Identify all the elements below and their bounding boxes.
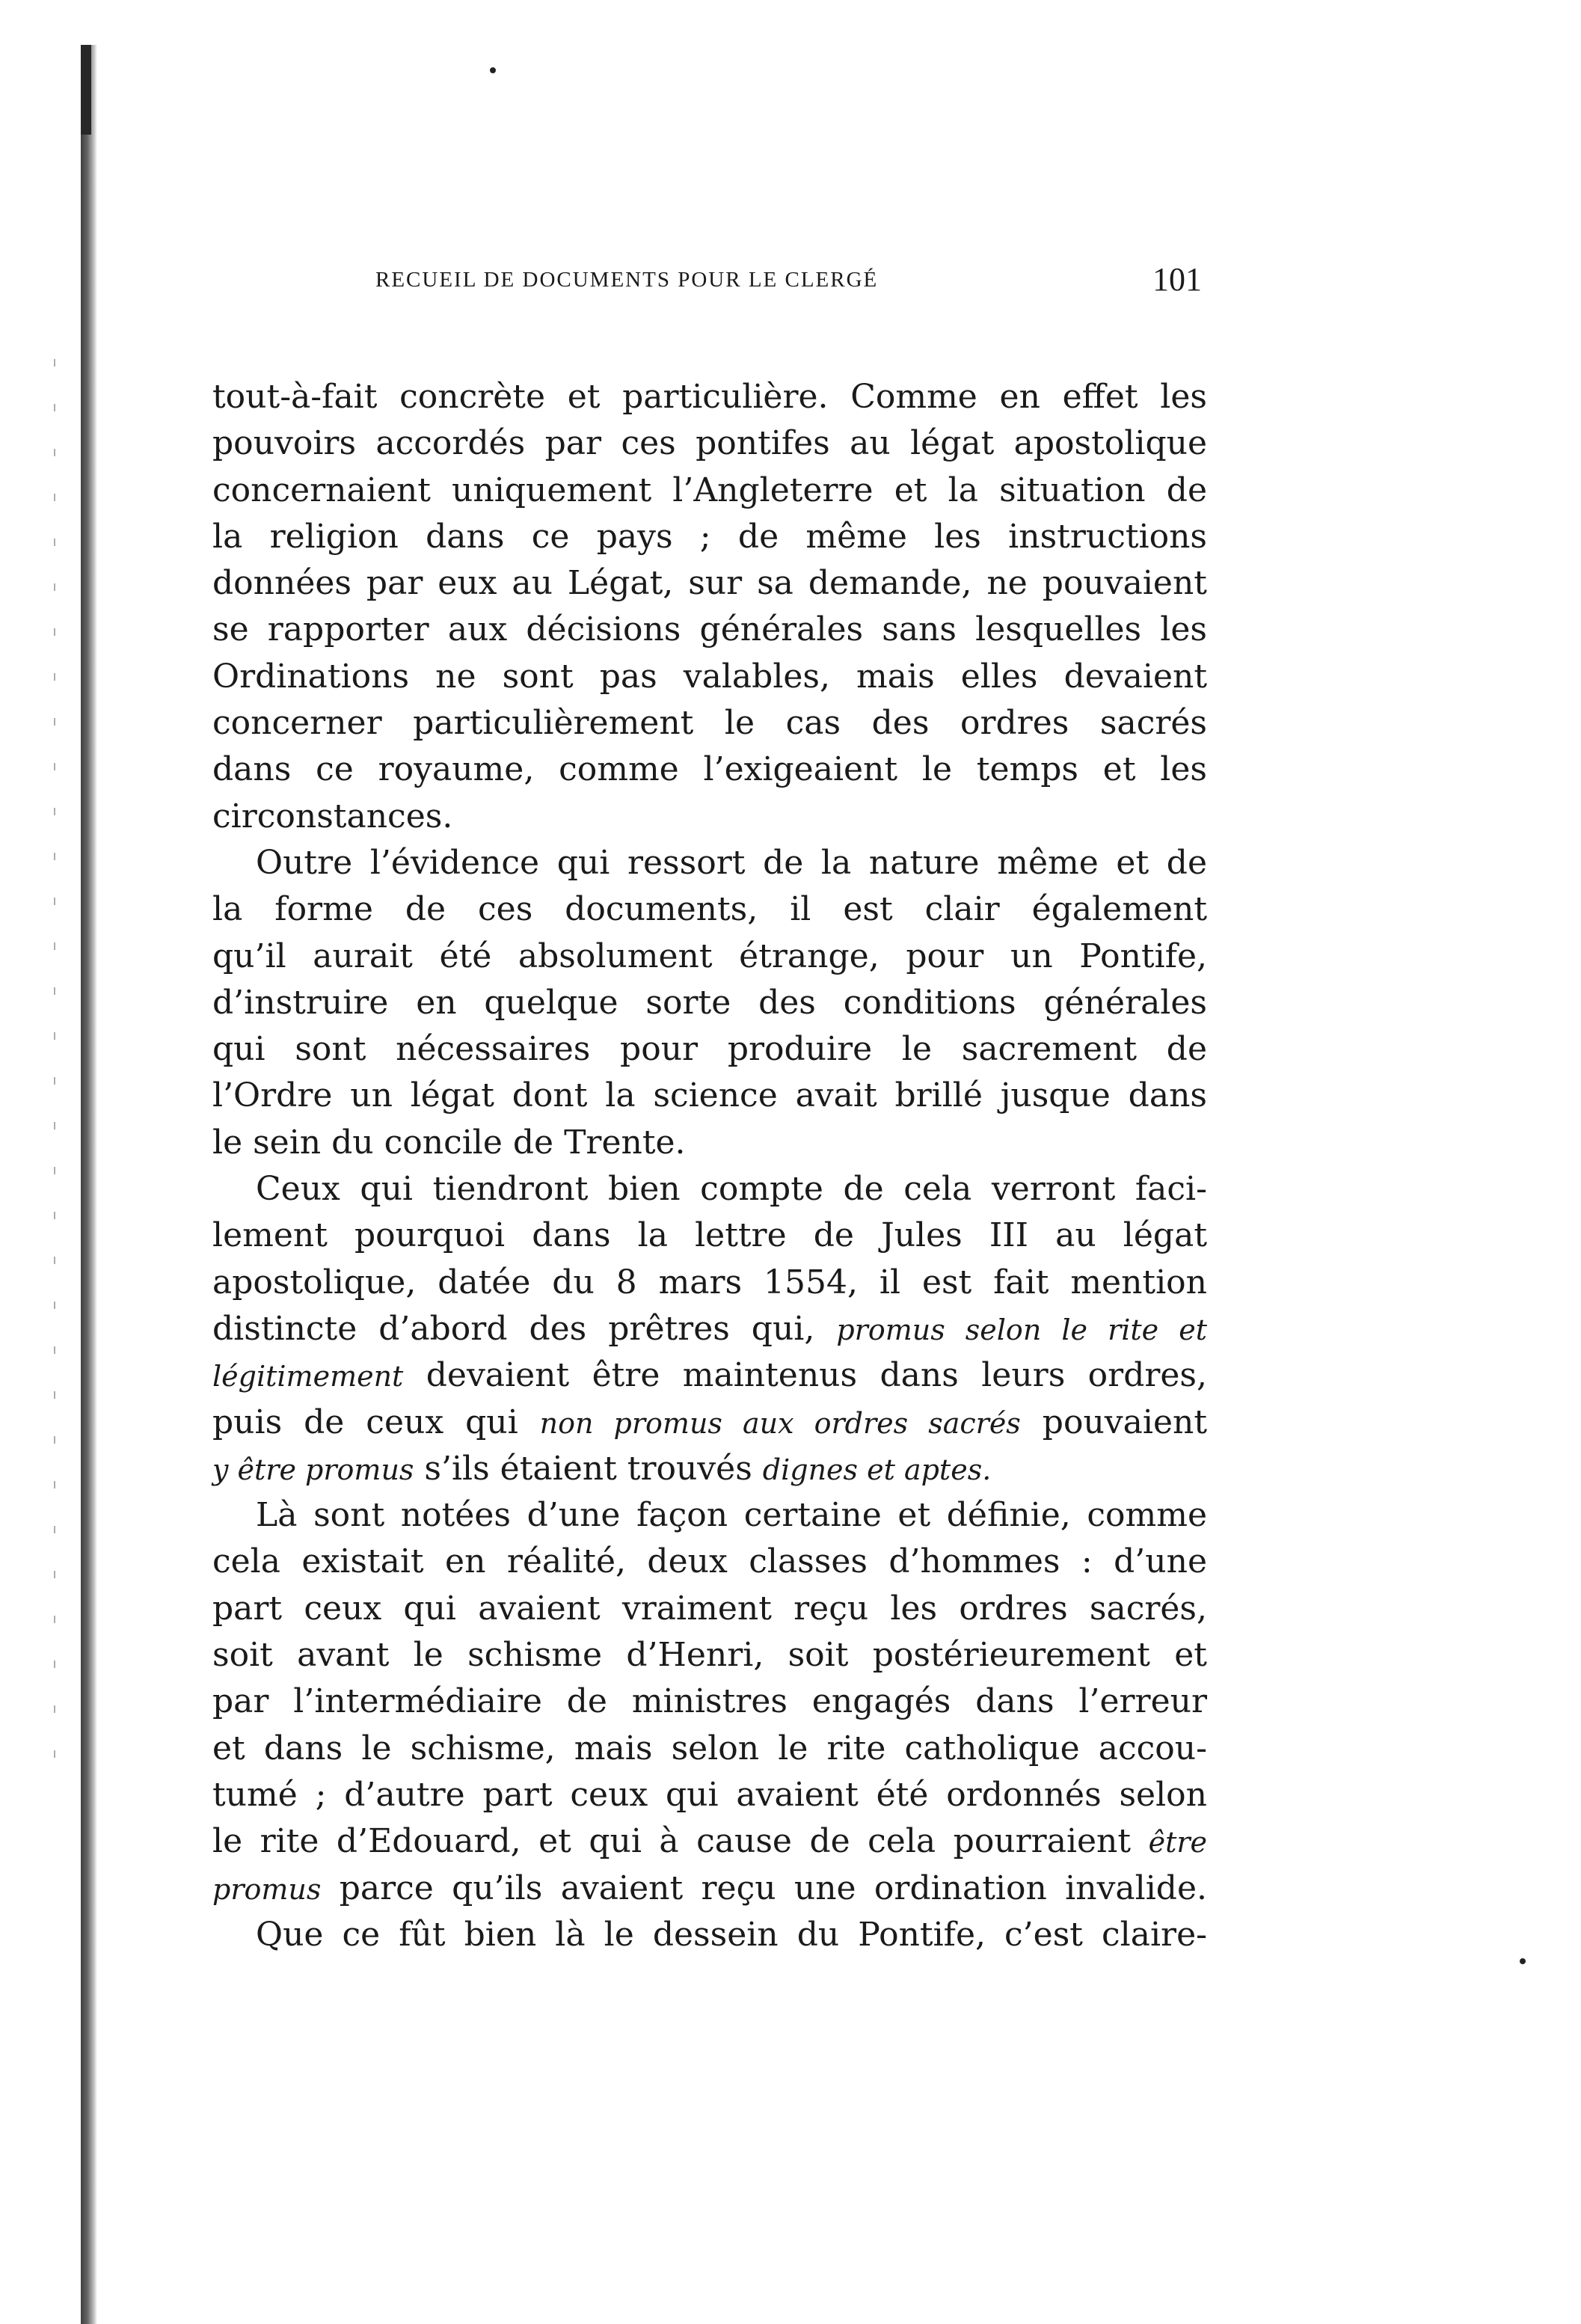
text-run: concernaient uniquement l’Angleterre et la situation de — [212, 470, 1207, 509]
body-text — [212, 374, 1207, 1958]
text-run: d’instruire en quelque sorte des conditions générales — [212, 983, 1207, 1022]
text-run: Que ce fût bien là le dessein du Pontife, c’est claire- — [256, 1915, 1207, 1954]
text-line — [212, 607, 1207, 653]
text-run: pouvaient — [1020, 1402, 1207, 1441]
text-run: devaient être maintenus dans leurs ordres, — [403, 1356, 1207, 1395]
text-run: circonstances. — [212, 797, 453, 836]
italic-text: légitimement — [212, 1360, 404, 1394]
text-line — [212, 1166, 1207, 1212]
text-line — [212, 514, 1207, 560]
text-line — [212, 560, 1207, 607]
text-line — [212, 1446, 1207, 1492]
italic-text: promus — [212, 1872, 322, 1906]
text-line — [212, 980, 1207, 1026]
text-run: se rapporter aux décisions générales sans lesquelles les — [212, 610, 1207, 649]
text-run: tumé ; d’autre part ceux qui avaient été ordonnés selon — [212, 1775, 1207, 1814]
text-run: qu’il aurait été absolument étrange, pour un Pontife, — [212, 936, 1207, 975]
text-run: tout-à-fait concrète et particulière. Comme en effet les — [212, 378, 1207, 416]
text-line — [212, 1306, 1207, 1352]
page-number: 101 — [1152, 261, 1202, 298]
text-run: et dans le schisme, mais selon le rite catholique accou- — [212, 1729, 1207, 1767]
text-line — [212, 1352, 1207, 1399]
text-line — [212, 840, 1207, 886]
text-run: concerner particulièrement le cas des ordres sacrés — [212, 704, 1207, 743]
running-head-title: RECUEIL DE DOCUMENTS POUR LE CLERGÉ — [375, 268, 879, 292]
italic-text: être — [1148, 1826, 1207, 1859]
italic-text: dignes et aptes. — [762, 1453, 992, 1486]
scan-binding-edge — [81, 45, 97, 2324]
text-run: la religion dans ce pays ; de même les instructions — [212, 517, 1207, 556]
scan-speck — [1520, 1958, 1526, 1964]
text-run: dans ce royaume, comme l’exigeaient le temps et les — [212, 750, 1207, 789]
italic-text: y être promus — [212, 1453, 414, 1486]
text-line — [212, 374, 1207, 420]
text-line — [212, 1726, 1207, 1772]
text-line — [212, 746, 1207, 793]
text-run: puis de ceux qui — [212, 1402, 540, 1441]
text-line — [212, 794, 1207, 840]
text-run: soit avant le schisme d’Henri, soit postérieurement et — [212, 1636, 1207, 1675]
scan-margin-marks — [54, 359, 55, 1780]
text-line — [212, 1120, 1207, 1166]
text-line — [212, 420, 1207, 467]
text-line — [212, 1026, 1207, 1073]
text-line — [212, 933, 1207, 980]
text-run: qui sont nécessaires pour produire le sacrement de — [212, 1030, 1207, 1069]
text-line — [212, 886, 1207, 933]
text-line — [212, 467, 1207, 514]
text-run: le sein du concile de Trente. — [212, 1123, 686, 1162]
text-run: distincte d’abord des prêtres qui, — [212, 1309, 837, 1348]
text-line — [212, 700, 1207, 746]
running-head — [375, 260, 1202, 305]
text-run: apostolique, datée du 8 mars 1554, il est fait mention — [212, 1263, 1207, 1301]
text-line — [212, 1073, 1207, 1119]
text-line — [212, 1865, 1207, 1912]
text-line — [212, 1818, 1207, 1865]
text-run: données par eux au Légat, sur sa demande, ne pouvaient — [212, 564, 1207, 603]
text-run: parce qu’ils avaient reçu une ordination invalide. — [321, 1868, 1207, 1907]
text-line — [212, 1772, 1207, 1818]
text-run: cela existait en réalité, deux classes d’hommes : d’une — [212, 1542, 1207, 1581]
text-run: Outre l’évidence qui ressort de la nature même et de — [256, 843, 1207, 882]
scan-speck — [490, 67, 496, 73]
text-line — [212, 1586, 1207, 1632]
italic-text: promus selon le rite et — [836, 1313, 1207, 1346]
text-line — [212, 1492, 1207, 1539]
text-run: pouvoirs accordés par ces pontifes au légat apostolique — [212, 424, 1207, 463]
text-run: part ceux qui avaient vraiment reçu les ordres sacrés, — [212, 1589, 1207, 1628]
text-line — [212, 1678, 1207, 1725]
text-line — [212, 1399, 1207, 1446]
text-run: le rite d’Edouard, et qui à cause de cela pourraient — [212, 1822, 1149, 1861]
text-run: s’ils étaient trouvés — [414, 1449, 763, 1488]
text-line — [212, 1212, 1207, 1259]
text-run: par l’intermédiaire de ministres engagés dans l’erreur — [212, 1682, 1207, 1721]
text-run: Ceux qui tiendront bien compte de cela verront faci- — [256, 1170, 1207, 1209]
text-run: la forme de ces documents, il est clair également — [212, 890, 1207, 929]
text-line — [212, 1539, 1207, 1585]
text-line — [212, 1912, 1207, 1958]
text-run: Ordinations ne sont pas valables, mais elles devaient — [212, 657, 1207, 696]
text-line — [212, 1632, 1207, 1678]
text-line — [212, 1260, 1207, 1306]
text-run: lement pourquoi dans la lettre de Jules III au légat — [212, 1216, 1207, 1255]
italic-text: non promus aux ordres sacrés — [539, 1406, 1021, 1440]
text-run: Là sont notées d’une façon certaine et définie, comme — [256, 1496, 1207, 1535]
text-line — [212, 654, 1207, 700]
text-run: l’Ordre un légat dont la science avait brillé jusque dans — [212, 1076, 1207, 1115]
